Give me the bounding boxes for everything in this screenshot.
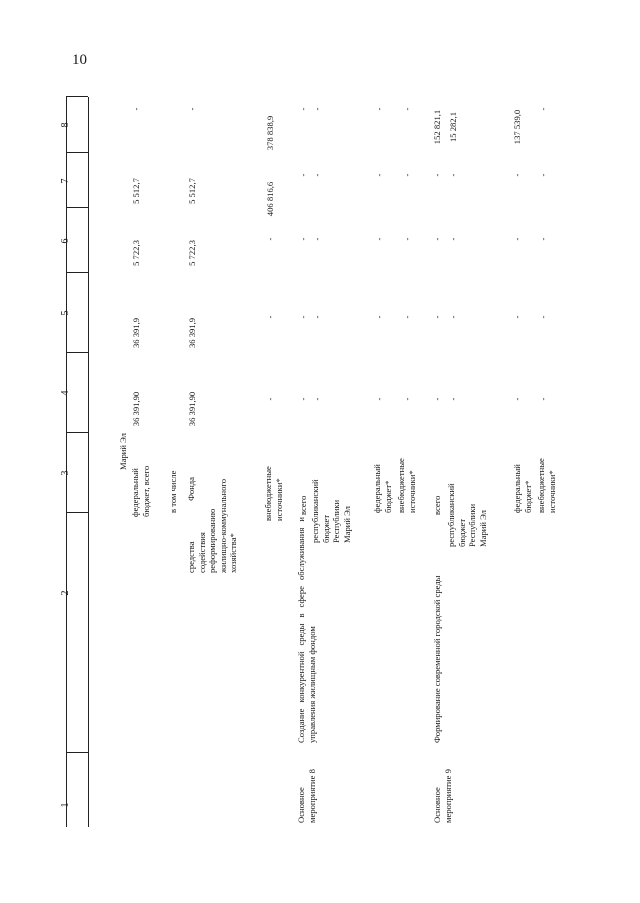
col-number-6: 6 xyxy=(60,238,71,244)
value-cell: 15 282,1 xyxy=(448,111,458,143)
value-cell: - xyxy=(298,237,308,241)
value-cell: - xyxy=(448,237,458,241)
value-cell: - xyxy=(402,315,412,319)
source-cell: Марий Эл xyxy=(118,433,128,470)
value-cell: 5 512,7 xyxy=(131,178,141,204)
value-cell: - xyxy=(312,237,322,241)
value-cell: 5 722,3 xyxy=(187,240,197,266)
value-cell: 36 391,9 xyxy=(131,317,141,349)
value-cell: - xyxy=(374,173,384,177)
col-number-4: 4 xyxy=(60,390,71,396)
value-cell: - xyxy=(298,315,308,319)
value-cell: 36 391,90 xyxy=(131,391,141,427)
value-cell: - xyxy=(265,397,275,401)
source-cell: республиканский бюджет Республики Марий Эл xyxy=(446,483,488,547)
source-cell: федеральный бюджет, всего xyxy=(130,465,151,517)
source-cell: федеральный бюджет* xyxy=(372,464,393,513)
page-number: 10 xyxy=(72,52,87,68)
value-cell: - xyxy=(432,173,442,177)
value-cell: - xyxy=(265,315,275,319)
value-cell: - xyxy=(402,237,412,241)
value-cell: - xyxy=(298,107,308,111)
activity-label: Основное мероприятие 9 xyxy=(432,769,453,823)
value-cell: 5 722,3 xyxy=(131,240,141,266)
source-cell: в том числе xyxy=(168,470,178,513)
col-sep-2 xyxy=(66,512,88,513)
value-cell: - xyxy=(448,315,458,319)
value-cell: - xyxy=(448,397,458,401)
value-cell: - xyxy=(448,173,458,177)
col-number-8: 8 xyxy=(60,122,71,128)
value-cell: - xyxy=(298,397,308,401)
source-cell: всего xyxy=(298,495,308,515)
source-cell: федеральный бюджет* xyxy=(512,464,533,513)
value-cell: - xyxy=(402,107,412,111)
value-cell: - xyxy=(538,173,548,177)
value-cell: - xyxy=(312,107,322,111)
col-sep-5 xyxy=(66,272,88,273)
col-number-5: 5 xyxy=(60,310,71,316)
value-cell: - xyxy=(538,397,548,401)
col-sep-3 xyxy=(66,432,88,433)
activity-title: Создание конкурентной среды в сфере обслуживания и управления жилищным фондом xyxy=(296,517,317,743)
value-cell: 137 539,0 xyxy=(512,109,522,145)
source-cell: всего xyxy=(432,495,442,515)
source-cell: республиканский бюджет Республики Марий Эл xyxy=(310,479,352,543)
value-cell: - xyxy=(402,397,412,401)
value-cell: 378 838,9 xyxy=(265,115,275,151)
value-cell: - xyxy=(374,315,384,319)
value-cell: - xyxy=(187,107,197,111)
col-sep-6 xyxy=(66,207,88,208)
value-cell: - xyxy=(298,173,308,177)
col-number-1: 1 xyxy=(60,802,71,808)
value-cell: - xyxy=(374,397,384,401)
value-cell: - xyxy=(265,237,275,241)
col-sep-1 xyxy=(66,752,88,753)
value-cell: - xyxy=(312,315,322,319)
value-cell: - xyxy=(512,397,522,401)
value-cell: - xyxy=(374,107,384,111)
value-cell: - xyxy=(432,315,442,319)
value-cell: - xyxy=(538,237,548,241)
col-sep-7 xyxy=(66,152,88,153)
value-cell: 5 512,7 xyxy=(187,178,197,204)
value-cell: - xyxy=(432,397,442,401)
value-cell: - xyxy=(131,107,141,111)
value-cell: - xyxy=(512,173,522,177)
col-number-7: 7 xyxy=(60,178,71,184)
value-cell: - xyxy=(312,397,322,401)
value-cell: - xyxy=(512,315,522,319)
budget-table xyxy=(0,103,640,903)
header-rule-bottom xyxy=(88,97,89,827)
value-cell: - xyxy=(538,107,548,111)
value-cell: 36 391,90 xyxy=(187,391,197,427)
col-sep-4 xyxy=(66,352,88,353)
value-cell: - xyxy=(432,237,442,241)
source-cell: внебюджетные источники* xyxy=(396,458,417,513)
value-cell: 406 816,6 xyxy=(265,181,275,217)
value-cell: - xyxy=(512,237,522,241)
source-cell: средства Фонда содействия реформированию жилищно-коммунального хозяйства* xyxy=(186,477,239,573)
value-cell: 152 821,1 xyxy=(432,109,442,145)
source-cell: внебюджетные источники* xyxy=(536,458,557,513)
activity-title: Формирование современной городской среды xyxy=(432,575,442,743)
col-sep-8 xyxy=(66,96,88,97)
value-cell: - xyxy=(312,173,322,177)
activity-label: Основное мероприятие 8 xyxy=(296,769,317,823)
value-cell: 36 391,9 xyxy=(187,317,197,349)
col-number-2: 2 xyxy=(60,590,71,596)
col-number-3: 3 xyxy=(60,470,71,476)
source-cell: внебюджетные источники* xyxy=(263,466,284,521)
value-cell: - xyxy=(402,173,412,177)
value-cell: - xyxy=(374,237,384,241)
value-cell: - xyxy=(538,315,548,319)
